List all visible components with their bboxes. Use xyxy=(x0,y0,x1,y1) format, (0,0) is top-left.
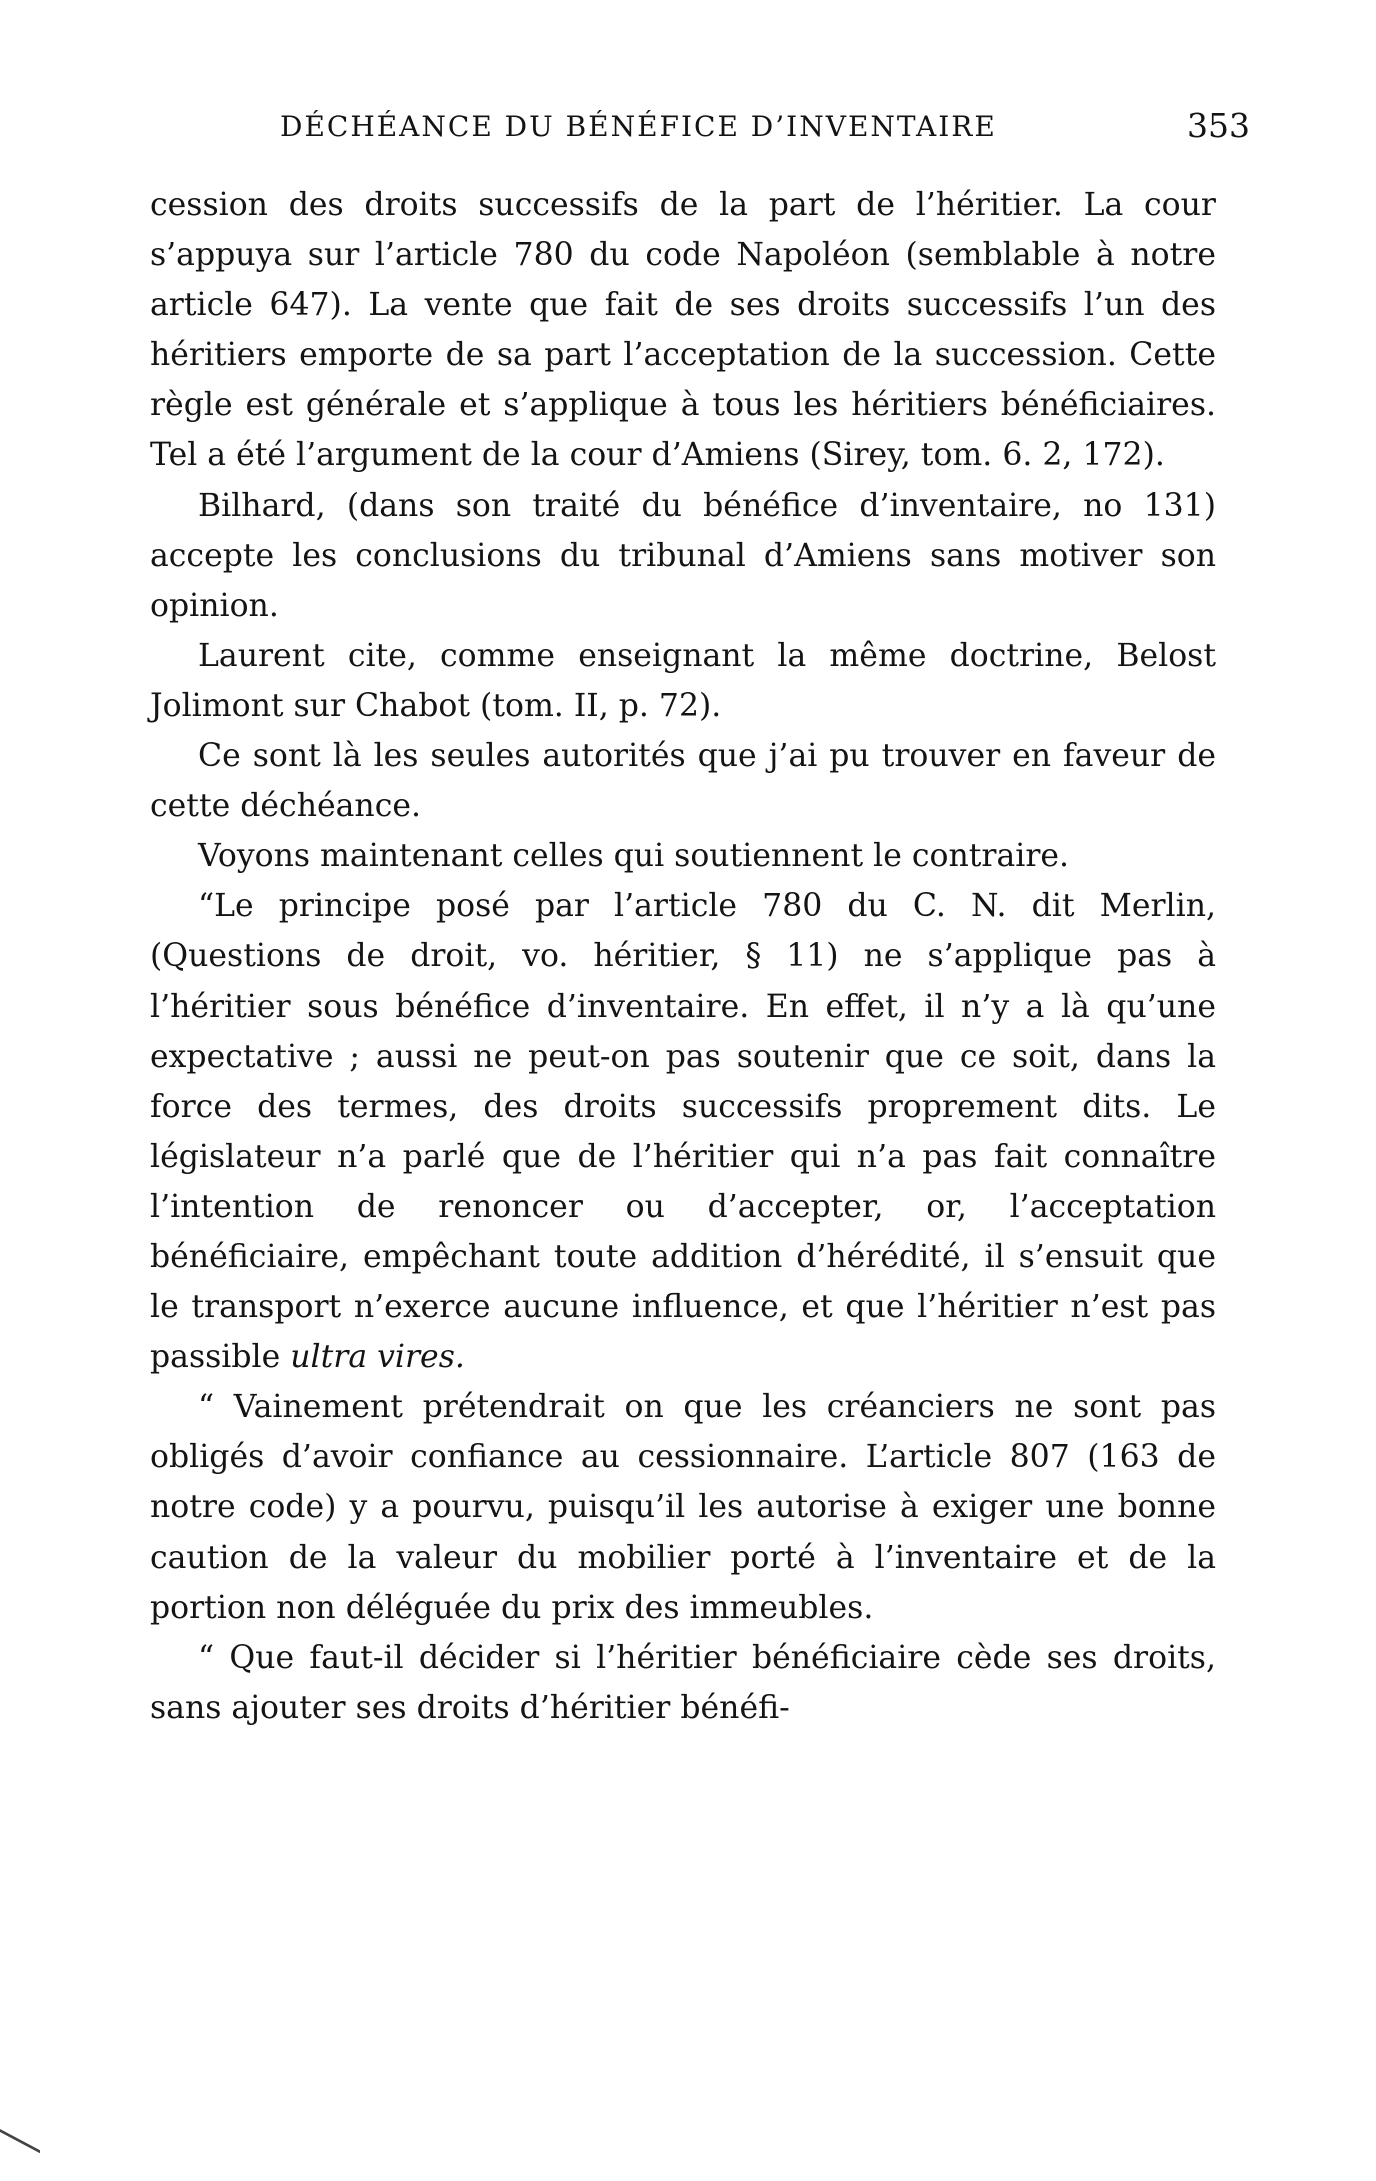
body-text xyxy=(150,180,1216,1733)
paragraph-autorites xyxy=(150,731,1216,831)
paragraph-continuation xyxy=(150,180,1216,481)
paragraph-text: Bilhard, (dans son traité du bénéfice d’inventaire, no 131) accepte les conclusions du tribunal d’Amiens sans motiver son opinion. xyxy=(150,487,1216,624)
paragraph-que-faut-il-quote xyxy=(150,1633,1216,1733)
paragraph-vainement-quote xyxy=(150,1382,1216,1632)
italic-phrase: ultra vires. xyxy=(290,1339,465,1376)
paragraph-text: “ Vainement prétendrait on que les créanciers ne sont pas obligés d’avoir confiance au cessionnaire. L’article 807 (163 de notre code) y a pourvu, puisqu’il les autorise à exiger une bonne caution de la valeur du mobilier porté à l’inventaire et de la portion non déléguée du prix des immeubles. xyxy=(150,1389,1216,1626)
running-head xyxy=(150,104,1250,156)
paragraph-text: Ce sont là les seules autorités que j’ai pu trouver en faveur de cette déchéance. xyxy=(150,738,1216,825)
running-title: DÉCHÉANCE DU BÉNÉFICE D’INVENTAIRE xyxy=(280,110,997,143)
paragraph-text: Laurent cite, comme enseignant la même doctrine, Belost Jolimont sur Chabot (tom. II, p. 72). xyxy=(150,637,1216,724)
scan-edge-mark xyxy=(0,2129,40,2181)
paragraph-text: cession des droits successifs de la part de l’héritier. La cour s’appuya sur l’article 780 du code Napoléon (semblable à notre article 647). La vente que fait de ses droits successifs l’un des héritiers emporte de sa part l’acceptation de la succession. Cette règle est générale et s’applique à tous les héritiers bénéficiaires. Tel a été l’argument de la cour d’Amiens (Sirey, tom. 6. 2, 172). xyxy=(150,187,1216,474)
page-number: 353 xyxy=(1187,106,1250,145)
paragraph-text: “ Que faut-il décider si l’héritier bénéficiaire cède ses droits, sans ajouter ses droits d’héritier bénéfi- xyxy=(150,1639,1216,1726)
paragraph-text: Voyons maintenant celles qui soutiennent le contraire. xyxy=(198,838,1070,875)
paragraph-merlin-quote xyxy=(150,881,1216,1382)
paragraph-laurent xyxy=(150,631,1216,731)
paragraph-voyons xyxy=(150,831,1216,881)
paragraph-text: “Le principe posé par l’article 780 du C. N. dit Merlin, (Questions de droit, vo. héritier, § 11) ne s’applique pas à l’héritier sous bénéfice d’inventaire. En effet, il n’y a là qu’une expectative ; aussi ne peut-on pas soutenir que ce soit, dans la force des termes, des droits successifs proprement dits. Le législateur n’a parlé que de l’héritier qui n’a pas fait connaître l’intention de renoncer ou d’accepter, or, l’acceptation bénéficiaire, empêchant toute addition d’hérédité, il s’ensuit que le transport n’exerce aucune influence, et que l’héritier n’est pas passible xyxy=(150,888,1216,1376)
paragraph-bilhard xyxy=(150,481,1216,631)
